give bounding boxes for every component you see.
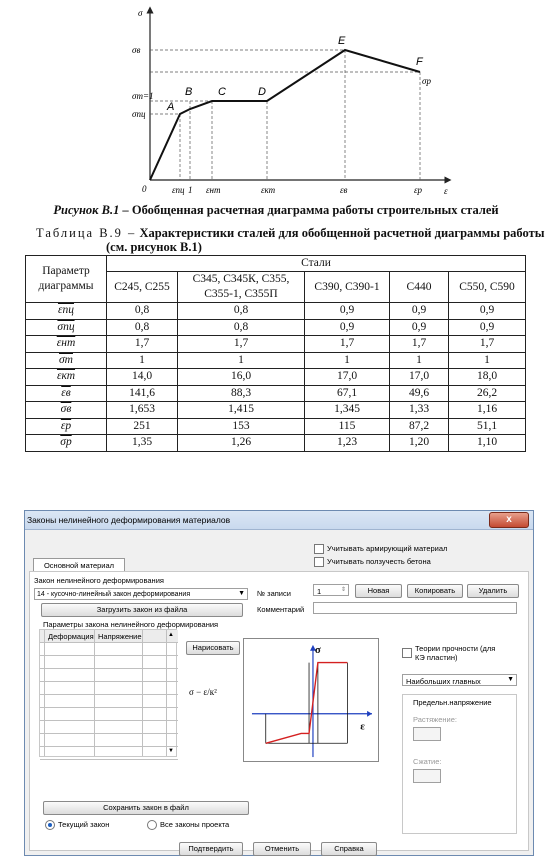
value-cell: 1 [178,352,305,369]
x-label-eps-pc: εпц [172,185,185,195]
save-law-button[interactable]: Сохранить закон в файл [43,801,249,815]
col-stress: Напряжение [98,632,142,641]
col-header: С390, С390-1 [305,272,390,303]
point-F: F [416,56,423,68]
record-spinner[interactable] [313,584,349,596]
scroll-down-icon[interactable]: ▼ [168,748,174,754]
stress-strain-diagram [130,2,460,202]
col-header: С440 [390,272,449,303]
value-cell: 0,8 [178,303,305,320]
axis-eps-label: ε [444,186,448,196]
value-cell: 51,1 [449,418,526,435]
value-cell: 1 [107,352,178,369]
param-cell: εнт [56,337,76,349]
value-cell: 1,7 [305,336,390,353]
law-curve [266,663,348,744]
table-row [26,418,526,435]
grid-row[interactable] [40,734,178,747]
copy-button[interactable]: Копировать [407,584,463,598]
load-law-button[interactable]: Загрузить закон из файла [41,603,243,617]
x-label-one: 1 [188,185,193,195]
value-cell: 16,0 [178,369,305,386]
value-cell: 141,6 [107,385,178,402]
param-header: Параметр диаграммы [26,256,107,303]
grid-row[interactable] [40,643,178,656]
limit-stress-label: Предельн.напряжение [413,698,492,707]
param-cell: εв [61,386,71,399]
x-label-eps-v: εв [340,185,348,195]
creep-label: Учитывать ползучесть бетона [327,557,431,566]
table-title-sub: (см. рисунок В.1) [106,240,202,254]
value-cell: 1,26 [178,435,305,452]
param-cell: σр [60,436,72,448]
param-cell: σт [59,353,73,366]
value-cell: 1 [449,352,526,369]
law-select[interactable] [34,588,248,600]
y-label-sigma-t: σт=1 [132,91,154,101]
param-cell: εр [60,419,72,432]
x-label-eps-r: εр [414,185,423,195]
table-row [26,319,526,336]
strength-select[interactable] [402,674,517,686]
value-cell: 0,9 [449,303,526,320]
table-row [26,402,526,419]
chevron-down-icon: ▼ [507,676,514,683]
spinner-icon: ⇕ [340,587,346,593]
param-cell: εпц [57,304,75,316]
dialog-title: Законы нелинейного деформирования материалов [27,515,231,525]
value-cell: 1,7 [390,336,449,353]
value-cell: 17,0 [390,369,449,386]
draw-button[interactable]: Нарисовать [186,641,240,655]
tension-label: Растяжение: [413,715,457,724]
formula: σ − ε/к² [189,687,217,697]
table-title-text: Характеристики сталей для обобщенной расчетной диаграммы работы [139,226,545,240]
value-cell: 0,8 [107,319,178,336]
new-button[interactable]: Новая [355,584,402,598]
param-cell: εкт [56,370,76,382]
value-cell: 1,33 [390,402,449,419]
point-D: D [258,86,266,98]
value-cell: 88,3 [178,385,305,402]
value-cell: 1 [390,352,449,369]
value-cell: 1,20 [390,435,449,452]
value-cell: 1,345 [305,402,390,419]
strength-theory-label: Теории прочности (для КЭ пластин) [415,644,496,662]
law-eps-label: ε [360,720,365,733]
law-chart [243,638,379,762]
value-cell: 0,9 [449,319,526,336]
col-header: С345, С345К, С355, С355-1, С355П [178,272,305,303]
compression-field[interactable] [413,769,441,783]
value-cell: 0,9 [390,303,449,320]
record-value: 1 [317,587,322,596]
ok-button[interactable]: Подтвердить [179,842,243,856]
value-cell: 251 [107,418,178,435]
law-select-value: 14 - кусочно-линейный закон деформирования [37,591,191,598]
tab-main-material[interactable]: Основной материал [33,558,125,572]
params-grid[interactable] [39,629,177,757]
creep-checkbox[interactable] [314,557,324,567]
point-E: E [338,35,346,47]
radio-all-label: Все законы проекта [160,820,230,829]
value-cell: 18,0 [449,369,526,386]
grid-row[interactable] [40,721,178,734]
comment-field[interactable] [313,602,517,614]
grid-row[interactable] [40,682,178,695]
law-sigma-label: σ [314,643,321,656]
value-cell: 1,35 [107,435,178,452]
value-cell: 1,23 [305,435,390,452]
value-cell: 1,653 [107,402,178,419]
y-label-sigma-pc: σпц [132,109,146,119]
value-cell: 115 [305,418,390,435]
figure-caption-text: Обобщенная расчетная диаграмма работы строительных сталей [131,203,499,217]
reinforcing-label: Учитывать армирующий материал [327,544,448,553]
table-title [36,226,544,254]
value-cell: 0,9 [390,319,449,336]
param-cell: σпц [57,320,75,333]
diagram-curve [150,50,420,180]
value-cell: 1,7 [449,336,526,353]
delete-button[interactable]: Удалить [467,584,519,598]
value-cell: 1 [305,352,390,369]
origin-label: 0 [142,184,147,194]
y-label-sigma-v: σв [132,45,141,55]
grid-row[interactable] [40,747,178,760]
value-cell: 1,10 [449,435,526,452]
value-cell: 26,2 [449,385,526,402]
grid-row[interactable] [40,669,178,682]
radio-current-label: Текущий закон [58,820,110,829]
chevron-down-icon: ▼ [238,590,245,597]
figure-caption-prefix: Рисунок В.1 – [53,203,129,217]
value-cell: 0,9 [305,319,390,336]
value-cell: 1,415 [178,402,305,419]
point-A: A [167,101,175,113]
reinforcing-checkbox[interactable] [314,544,324,554]
record-label: № записи [257,589,291,598]
table-row [26,352,526,369]
cancel-button[interactable]: Отменить [253,842,311,856]
table-row [26,303,526,320]
table-row [26,385,526,402]
grid-row[interactable] [40,656,178,669]
value-cell: 1,7 [107,336,178,353]
grid-row[interactable] [40,708,178,721]
value-cell: 67,1 [305,385,390,402]
param-cell: σв [60,403,72,415]
value-cell: 1,7 [178,336,305,353]
scroll-up-icon[interactable]: ▲ [168,632,174,638]
radio-all-laws[interactable] [147,820,157,830]
figure-caption [0,203,552,218]
table-title-prefix: Таблица В.9 – [36,226,137,240]
grid-header [40,630,178,643]
col-header: С550, С590 [449,272,526,303]
compression-label: Сжатие: [413,757,442,766]
y-label-sigma-r: σр [422,76,431,86]
dialog-titlebar[interactable] [25,511,533,530]
help-button[interactable]: Справка [321,842,377,856]
table-row [26,435,526,452]
steel-table [25,255,526,452]
radio-current-law[interactable] [45,820,55,830]
value-cell: 0,8 [107,303,178,320]
tension-field[interactable] [413,727,441,741]
x-label-eps-kt: εкт [261,185,276,195]
group-header: Стали [107,256,526,272]
value-cell: 0,8 [178,319,305,336]
strength-theory-checkbox[interactable] [402,648,412,658]
point-B: B [185,86,193,98]
value-cell: 153 [178,418,305,435]
strength-select-value: Наибольших главных [406,677,481,686]
value-cell: 87,2 [390,418,449,435]
value-cell: 1,16 [449,402,526,419]
table-row [26,369,526,386]
value-cell: 49,6 [390,385,449,402]
col-deformation: Деформация [48,632,94,641]
value-cell: 14,0 [107,369,178,386]
axis-sigma-label: σ [138,8,143,18]
col-header: С245, С255 [107,272,178,303]
table-row [26,336,526,353]
x-label-eps-nt: εнт [206,185,221,195]
close-button[interactable]: x [489,512,529,528]
params-label: Параметры закона нелинейного деформирования [43,620,219,629]
value-cell: 17,0 [305,369,390,386]
value-cell: 0,9 [305,303,390,320]
point-C: C [218,86,226,98]
comment-label: Комментарий [257,605,305,614]
law-label: Закон нелинейного деформирования [34,576,164,585]
grid-row[interactable] [40,695,178,708]
nonlinear-laws-dialog [24,510,534,856]
